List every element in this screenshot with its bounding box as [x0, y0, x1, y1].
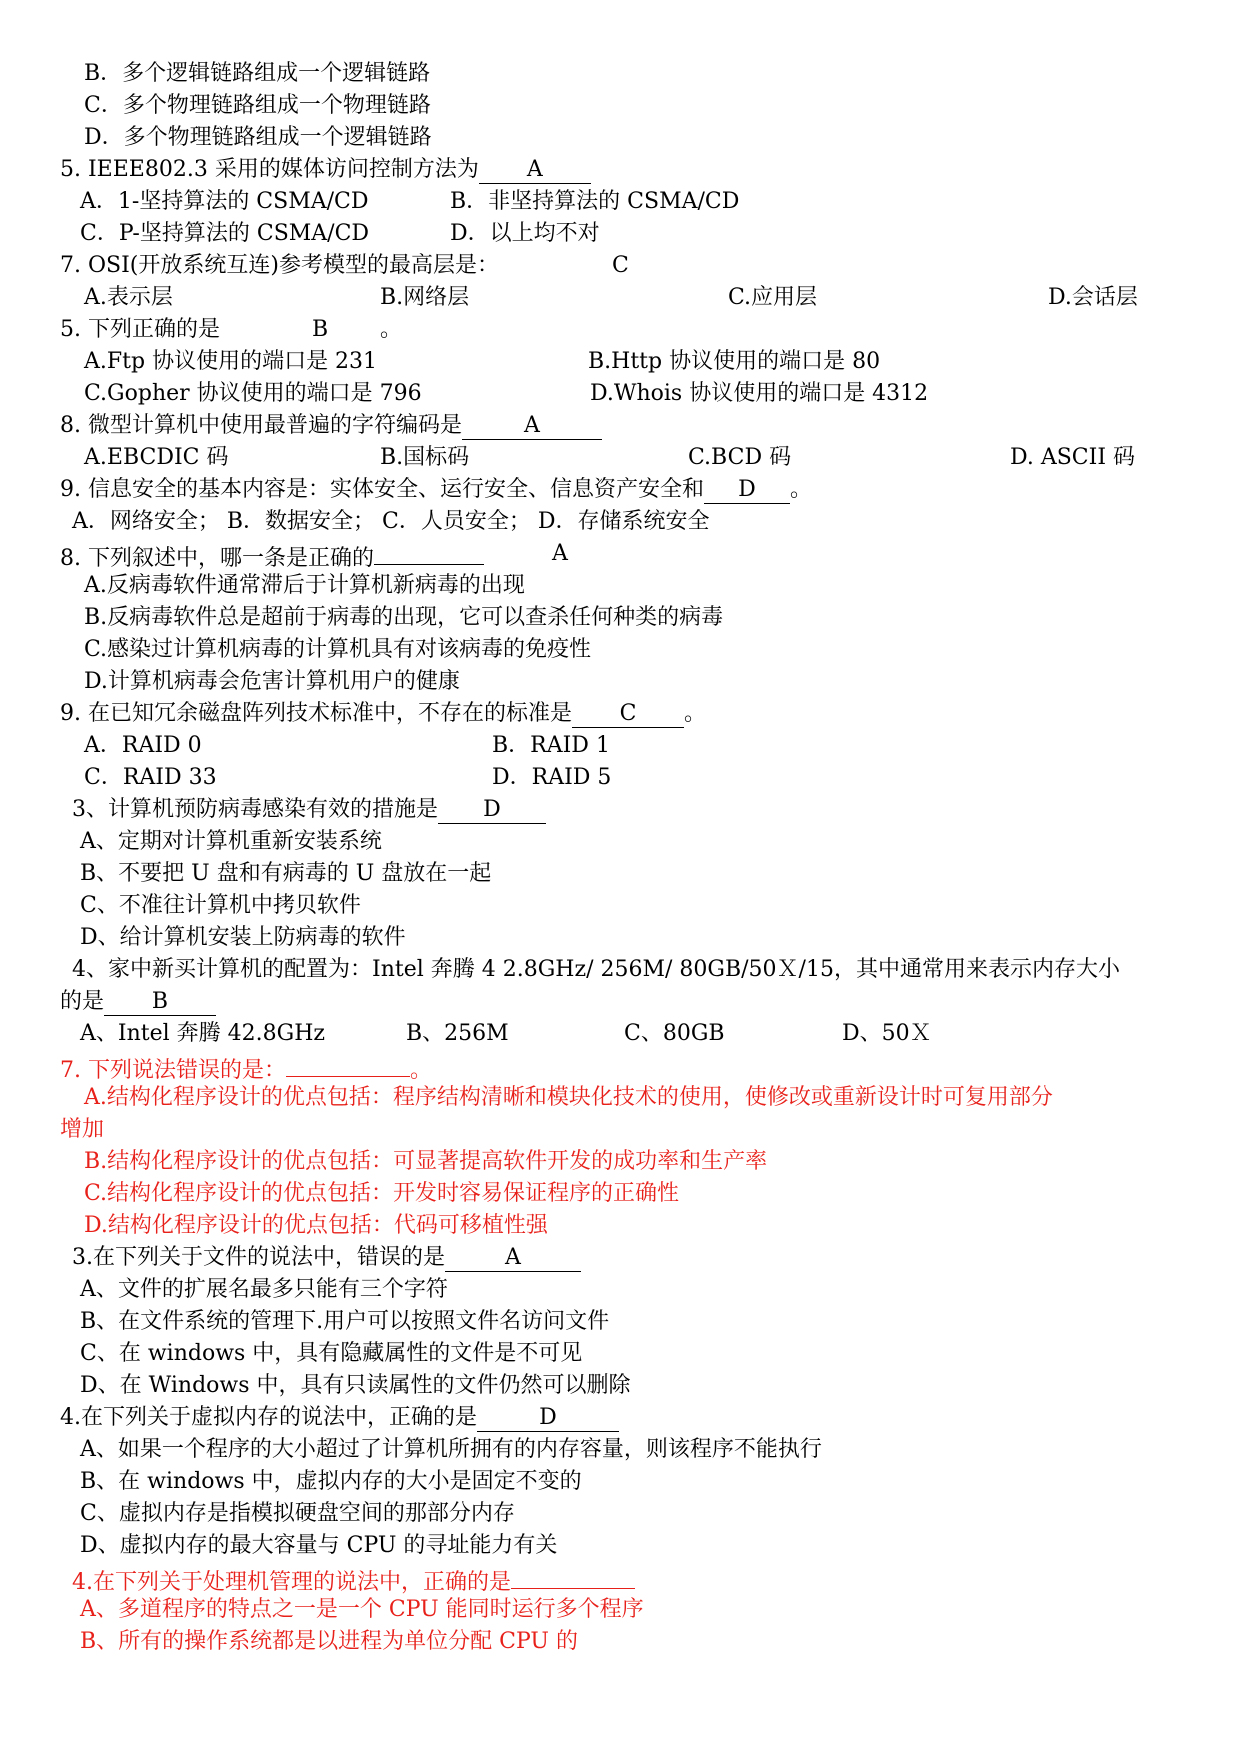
option-c: C．P-坚持算法的 CSMA/CD	[80, 221, 370, 246]
option-a: A.表示层	[84, 285, 173, 310]
option-d: D.结构化程序设计的优点包括：代码可移植性强	[84, 1213, 548, 1238]
option-b: B.Http 协议使用的端口是 80	[588, 349, 881, 374]
option-d: D、50Ｘ	[842, 1021, 932, 1046]
question-stem	[60, 1402, 619, 1434]
option-d: D．以上均不对	[450, 221, 600, 246]
question-stem	[60, 154, 591, 186]
question-stem	[60, 474, 812, 506]
option-c: C.BCD 码	[688, 445, 792, 470]
question-text: 9. 信息安全的基本内容是：实体安全、运行安全、信息资产安全和	[60, 477, 704, 502]
option-c: C、80GB	[624, 1021, 725, 1046]
option-b: B.国标码	[380, 445, 470, 470]
option-d: D．多个物理链路组成一个逻辑链路	[84, 125, 432, 150]
option-b: B、不要把 U 盘和有病毒的 U 盘放在一起	[80, 861, 492, 886]
question-text: 7. 下列说法错误的是：	[60, 1058, 286, 1083]
options-line: A．网络安全； B．数据安全； C．人员安全； D．存储系统安全	[72, 509, 710, 534]
option-c: C.Gopher 协议使用的端口是 796	[84, 381, 422, 406]
question-stem	[72, 1242, 581, 1274]
option-b: B．多个逻辑链路组成一个逻辑链路	[84, 61, 431, 86]
question-stem: 4、家中新买计算机的配置为：Intel 奔腾 4 2.8GHz/ 256M/ 80GB/50Ｘ/15，其中通常用来表示内存大小	[72, 957, 1120, 982]
option-a: A、文件的扩展名最多只能有三个字符	[80, 1277, 448, 1302]
question-text: 4.在下列关于处理机管理的说法中，正确的是	[72, 1570, 511, 1595]
answer-blank: D	[477, 1405, 619, 1432]
question-tail: 。	[684, 701, 707, 726]
option-c: C、在 windows 中，具有隐藏属性的文件是不可见	[80, 1341, 583, 1366]
option-d: D.会话层	[1048, 285, 1138, 310]
question-tail: 。	[409, 1058, 432, 1083]
option-d: D、虚拟内存的最大容量与 CPU 的寻址能力有关	[80, 1533, 558, 1558]
question-stem	[60, 410, 602, 442]
option-c: C、不准往计算机中拷贝软件	[80, 893, 361, 918]
option-a-continued: 增加	[60, 1117, 105, 1142]
question-text: 8. 下列叙述中，哪一条是正确的	[60, 546, 374, 571]
option-b: B．非坚持算法的 CSMA/CD	[450, 189, 740, 214]
option-a: A、如果一个程序的大小超过了计算机所拥有的内存容量，则该程序不能执行	[80, 1437, 822, 1462]
option-b: B、256M	[406, 1021, 509, 1046]
answer-blank: C	[572, 701, 684, 728]
option-d: D、给计算机安装上防病毒的软件	[80, 925, 406, 950]
option-a: A、多道程序的特点之一是一个 CPU 能同时运行多个程序	[80, 1597, 644, 1622]
option-a: A．RAID 0	[84, 733, 202, 758]
option-b: B、在文件系统的管理下.用户可以按照文件名访问文件	[80, 1309, 610, 1334]
option-b: B．RAID 1	[492, 733, 610, 758]
question-stem	[60, 698, 706, 730]
question-stem	[72, 1562, 635, 1594]
option-a: A．1-坚持算法的 CSMA/CD	[80, 189, 369, 214]
question-tail: 。	[380, 317, 403, 342]
question-stem-continued	[60, 986, 216, 1018]
option-b: B.结构化程序设计的优点包括：可显著提高软件开发的成功率和生产率	[84, 1149, 768, 1174]
option-b: B.网络层	[380, 285, 470, 310]
option-a: A.Ftp 协议使用的端口是 231	[84, 349, 378, 374]
answer-text: B	[312, 317, 329, 342]
option-a: A、Intel 奔腾 42.8GHz	[80, 1021, 325, 1046]
question-text: 5. IEEE802.3 采用的媒体访问控制方法为	[60, 157, 479, 182]
question-stem	[60, 1050, 432, 1082]
option-d: D、在 Windows 中，具有只读属性的文件仍然可以删除	[80, 1373, 631, 1398]
question-text: 3.在下列关于文件的说法中，错误的是	[72, 1245, 445, 1270]
answer-blank: A	[462, 413, 602, 440]
question-stem: 5. 下列正确的是	[60, 317, 220, 342]
question-text: 4.在下列关于虚拟内存的说法中，正确的是	[60, 1405, 477, 1430]
option-a: A、定期对计算机重新安装系统	[80, 829, 382, 854]
answer-text: C	[612, 253, 629, 278]
option-d: D．RAID 5	[492, 765, 612, 790]
option-c: C．多个物理链路组成一个物理链路	[84, 93, 431, 118]
answer-blank: A	[445, 1245, 581, 1272]
option-c: C．RAID 33	[84, 765, 217, 790]
answer-blank: D	[438, 797, 546, 824]
answer-blank: B	[104, 989, 216, 1016]
answer-blank: D	[704, 477, 790, 504]
option-b: B、在 windows 中，虚拟内存的大小是固定不变的	[80, 1469, 582, 1494]
option-d: D.Whois 协议使用的端口是 4312	[590, 381, 929, 406]
answer-blank	[511, 1562, 635, 1589]
option-c: C.应用层	[728, 285, 818, 310]
answer-blank	[374, 538, 484, 565]
option-a: A.结构化程序设计的优点包括：程序结构清晰和模块化技术的使用，使修改或重新设计时可复用部分	[84, 1085, 1053, 1110]
option-c: C.感染过计算机病毒的计算机具有对该病毒的免疫性	[84, 637, 592, 662]
answer-blank: A	[479, 157, 591, 184]
question-stem	[60, 538, 484, 570]
option-a: A.EBCDIC 码	[84, 445, 229, 470]
option-d: D. ASCII 码	[1010, 445, 1136, 470]
option-b: B、所有的操作系统都是以进程为单位分配 CPU 的	[80, 1629, 578, 1654]
question-stem	[72, 794, 546, 826]
option-c: C、虚拟内存是指模拟硬盘空间的那部分内存	[80, 1501, 515, 1526]
question-text: 3、计算机预防病毒感染有效的措施是	[72, 797, 438, 822]
question-text: 的是	[60, 989, 105, 1014]
option-a: A.反病毒软件通常滞后于计算机新病毒的出现	[84, 573, 525, 598]
option-d: D.计算机病毒会危害计算机用户的健康	[84, 669, 460, 694]
question-text: 8. 微型计算机中使用最普遍的字符编码是	[60, 413, 462, 438]
question-tail: 。	[790, 477, 813, 502]
question-stem: 7. OSI(开放系统互连)参考模型的最高层是：	[60, 253, 499, 278]
option-c: C.结构化程序设计的优点包括：开发时容易保证程序的正确性	[84, 1181, 680, 1206]
option-b: B.反病毒软件总是超前于病毒的出现，它可以查杀任何种类的病毒	[84, 605, 724, 630]
answer-text: A	[552, 541, 568, 566]
question-text: 9. 在已知冗余磁盘阵列技术标准中，不存在的标准是	[60, 701, 572, 726]
answer-blank	[286, 1050, 410, 1077]
